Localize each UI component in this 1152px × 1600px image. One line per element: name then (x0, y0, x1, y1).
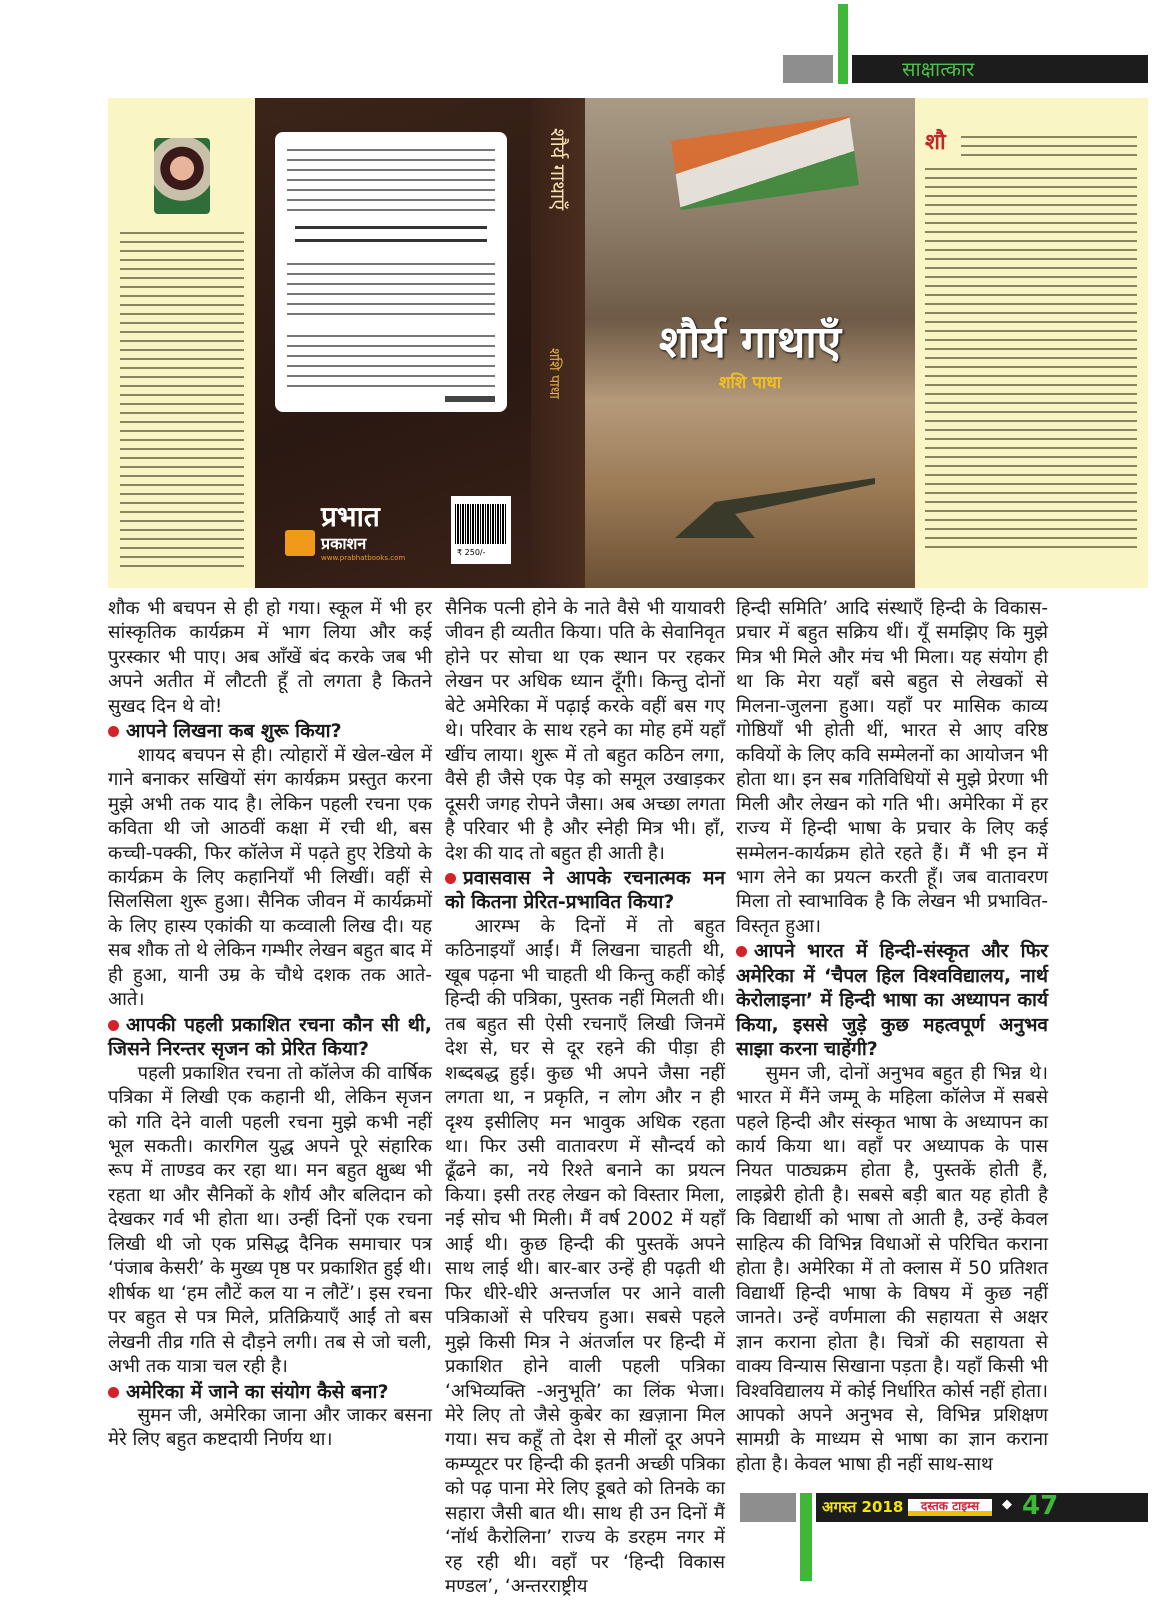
author-photo (154, 138, 210, 214)
back-cover (255, 98, 531, 588)
spine-author: शशि पाधा (546, 348, 562, 399)
book-author: शशि पाधा (718, 373, 782, 393)
footer-gray-block (740, 1493, 796, 1522)
flap-text (925, 164, 1137, 548)
author-bio-text (120, 228, 244, 568)
footer-green-bar (800, 1493, 812, 1581)
page-number: 47 (1022, 1491, 1059, 1521)
interview-answer: शायद बचपन से ही। त्योहारों में खेल-खेल में गाने बनाकर सखियों संग कार्यक्रम प्रस्तुत करना मुझे अभी तक याद है। लेकिन पहली रचना एक कविता थी जो आठवीं कक्षा में रची थी, बस कच्ची-पक्की, फिर कॉलेज में पढ़ते हुए रेडियो के कार्यक्रम के लिए कहानियाँ भी लिखीं। वहीं से सिलसिला शुरू हुआ। सैनिक जीवन में कार्यक्रमों के लिए हास्य एकांकी या कव्वाली लिख दी। यह सब शौक तो थे लेकिन गम्भीर लेखन बहुत बाद में ही हुआ, यानी उम्र के चौथे दशक तक आते-आते। (108, 744, 432, 1011)
interview-answer: सुमन जी, दोनों अनुभव बहुत ही भिन्न थे। भारत में मैंने जम्मू के महिला कॉलेज में सबसे पहले हिन्दी और संस्कृत भाषा के अध्यापन का कार्य किया था। वहाँ पर अध्यापक के पास नियत पाठ्यक्रम होता है, पुस्तकें होती हैं, लाइब्रेरी होती है। सबसे बड़ी बात यह होती है कि विद्यार्थी को भाषा तो आती है, उन्हें केवल साहित्य की विभिन्न विधाओं से परिचित कराना होता है। अमेरिका में तो क्लास में 50 प्रतिशत विद्यार्थी हिन्दी भाषा के विषय में कुछ नहीं जानते। उन्हें वर्णमाला की सहायता से अक्षर ज्ञान कराना होता है। चित्रों की सहायता से वाक्य विन्यास सिखाना पड़ता है। यहाँ किसी भी विश्वविद्यालय में कोई निर्धारित कोर्स नहीं होता। आपको अपने अनुभव से, विभिन्न प्रशिक्षण सामग्री के माध्यम से भाषा का ज्ञान कराना होता है। केवल भाषा ही नहीं साथ-साथ (736, 1062, 1048, 1475)
interview-question: आपने लिखना कब शुरू किया? (108, 719, 432, 743)
barcode-icon (455, 504, 507, 544)
publisher-name-2: प्रकाशन (321, 534, 367, 553)
barcode (451, 496, 511, 564)
interview-answer: सैनिक पत्नी होने के नाते वैसे भी यायावरी जीवन ही व्यतीत किया। पति के सेवानिवृत होने पर सोचा था एक स्थान पर रहकर लेखन पर अधिक ध्यान दूँगी। किन्तु दोनों बेटे अमेरिका में पढ़ाई करके वहीं बस गए थे। परिवार के साथ रहने का मोह हमें यहाँ खींच लाया। शुरू में तो बहुत कठिन लगा, वैसे ही जैसे एक पेड़ को समूल उखाड़कर दूसरी जगह रोपने जैसा। अब अच्छा लगता है परिवार भी है और स्नेही मित्र भी। हाँ, देश की याद तो बहुत ही आती है। (445, 598, 725, 864)
front-cover (585, 98, 915, 588)
issue-date: अगस्त 2018 (822, 1498, 904, 1516)
book-title: शौर्य गाथाएँ (658, 317, 842, 368)
book-spine (531, 98, 585, 588)
blurb-signature (445, 396, 495, 402)
magazine-logo: दस्तक टाइम्स (908, 1499, 992, 1516)
interview-question: आपने भारत में हिन्दी-संस्कृत और फिर अमेरिका में ‘चैपल हिल विश्वविद्यालय, नार्थ केरोलाइना’ में हिन्दी भाषा का अध्यापन कार्य किया, इससे जुड़े कुछ महत्वपूर्ण अनुभव साझा करना चाहेंगी? (736, 940, 1048, 1061)
flap-drop-cap: शौ (925, 130, 946, 155)
interview-question: आपकी पहली प्रकाशित रचना कौन सी थी, जिसने निरन्तर सृजन को प्रेरित किया? (108, 1013, 432, 1061)
interview-question: अमेरिका में जाने का संयोग कैसे बना? (108, 1380, 432, 1404)
blurb-text (287, 330, 495, 390)
interview-answer: शौक भी बचपन से ही हो गया। स्कूल में भी हर सांस्कृतिक कार्यक्रम में भाग लिया और कई पुरस्कार भी पाए। अब आँखें बंद करके जब भी अपने अतीत में लौटती हूँ तो लगता है कितने सुखद दिन थे वो! (108, 598, 432, 717)
spine-title: शौर्य गाथाएँ (546, 128, 570, 211)
header-gray-block (783, 55, 833, 83)
publisher-name: प्रभात (321, 500, 380, 533)
author-bio-panel (108, 98, 255, 588)
blurb-quote (295, 222, 487, 248)
publisher-url: www.prabhatbooks.com (321, 554, 406, 562)
interview-answer: सुमन जी, अमेरिका जाना और जाकर बसना मेरे लिए बहुत कष्टदायी निर्णय था। (108, 1404, 432, 1451)
column-3 (736, 597, 1048, 1477)
header-green-bar (838, 4, 848, 84)
flag-image (671, 116, 859, 210)
interview-answer: आरम्भ के दिनों में तो बहुत कठिनाइयाँ आईं। मैं लिखना चाहती थी, खूब पढ़ना भी चाहती थी किन्तु कहीं कोई हिन्दी की पत्रिका, पुस्तक नहीं मिलती थी। तब बहुत सी ऐसी रचनाएँ लिखी जिनमें देश से, घर से दूर रहने की पीड़ा ही शब्दबद्ध हुई। कुछ भी अपने जैसा नहीं लगता था, न प्रकृति, न लोग और न ही दृश्य इसीलिए मन भावुक अधिक रहता था। फिर उसी वातावरण में सौन्दर्य को ढूँढने का, नये रिश्ते बनाने का प्रयत्न किया। इसी तरह लेखन को विस्तार मिला, नई सोच भी मिली। मैं वर्ष 2002 में यहाँ आई थी। कुछ हिन्दी की पुस्तकें अपने साथ लाई थी। बार-बार उन्हें ही पढ़ती थी फिर धीरे-धीरे अन्तर्जाल पर आने वाली पत्रिकाओं से परिचय हुआ। सबसे पहले मुझे किसी मित्र ने अंतर्जाल पर हिन्दी में प्रकाशित होने वाली पहली पत्रिका ‘अभिव्यक्ति -अनुभूति’ का लिंक भेजा। मेरे लिए तो जैसे कुबेर का ख़ज़ाना मिल गया। सच कहूँ तो देश से मीलों दूर अपने कम्प्यूटर पर हिन्दी की इतनी अच्छी पत्रिका को पढ़ पाना मेरे लिए डूबते को तिनके का सहारा जैसी बात थी। साथ ही उन दिनों मैं ‘नॉर्थ कैरोलिना’ राज्य के डरहम नगर में रह रही थी। वहाँ पर ‘हिन्दी विकास मण्डल’, ‘अन्तरराष्ट्रीय (445, 915, 725, 1598)
interview-answer: पहली प्रकाशित रचना तो कॉलेज की वार्षिक पत्रिका में लिखी एक कहानी थी, लेकिन सृजन को गति देने वाली पहली रचना मुझे कभी नहीं भूल सकती। कारगिल युद्ध अपने पूरे संहारिक रूप में ताण्डव कर रहा था। मन बहुत क्षुब्ध भी रहता था और सैनिकों के शौर्य और बलिदान को देखकर गर्व भी होता था। उन्हीं दिनों एक रचना लिखी थी जो एक प्रसिद्ध दैनिक समाचार पत्र ‘पंजाब केसरी’ के मुख्य पृष्ठ पर प्रकाशित हुई थी। शीर्षक था ‘हम लौटें कल या न लौटें’। इस रचना पर बहुत से पत्र मिले, प्रतिक्रियाएँ आईं तो बस लेखनी तीव्र गति से दौड़ने लगी। तब से जो चली, अभी तक यात्रा चल रही है। (108, 1062, 432, 1378)
flap-text (961, 132, 1137, 160)
blurb-text (287, 258, 495, 320)
separator-icon: ◆ (1002, 1497, 1012, 1512)
blurb-text (287, 144, 495, 214)
blurb-box (275, 132, 507, 412)
interview-question: प्रवासवास ने आपके रचनात्मक मन को कितना प्रेरित-प्रभावित किया? (445, 866, 725, 914)
publisher-logo-icon (285, 530, 315, 556)
artillery-gun-image (675, 478, 875, 538)
book-price: ₹ 250/- (457, 548, 486, 557)
column-1 (108, 597, 432, 1453)
footer-bar (816, 1493, 1148, 1522)
interview-answer: हिन्दी समिति’ आदि संस्थाएँ हिन्दी के विकास-प्रचार में बहुत सक्रिय थीं। यूँ समझिए कि मुझे मित्र भी मिले और मंच भी मिला। यह संयोग ही था कि मेरा यहाँ बसे बहुत से लेखकों से मिलना-जुलना हुआ। यहाँ पर मासिक काव्य गोष्ठियाँ भी होती थीं, भारत से आए वरिष्ठ कवियों के लिए कवि सम्मेलनों का आयोजन भी होता था। इन सब गतिविधियों से मुझे प्रेरणा भी मिली और लेखन को गति भी। अमेरिका में हर राज्य में हिन्दी भाषा के प्रचार के लिए कई सम्मेलन-कार्यक्रम होते रहते हैं। मैं भी इन में भाग लेने का प्रयत्न करती हूँ। जब वातावरण मिला तो स्वाभाविक है कि लेखन भी प्रभावित-विस्तृत हुआ। (736, 598, 1048, 937)
column-2 (445, 597, 725, 1600)
section-title: साक्षात्कार (852, 55, 1148, 83)
flap-panel (915, 98, 1148, 588)
book-cover-image (108, 98, 1148, 588)
